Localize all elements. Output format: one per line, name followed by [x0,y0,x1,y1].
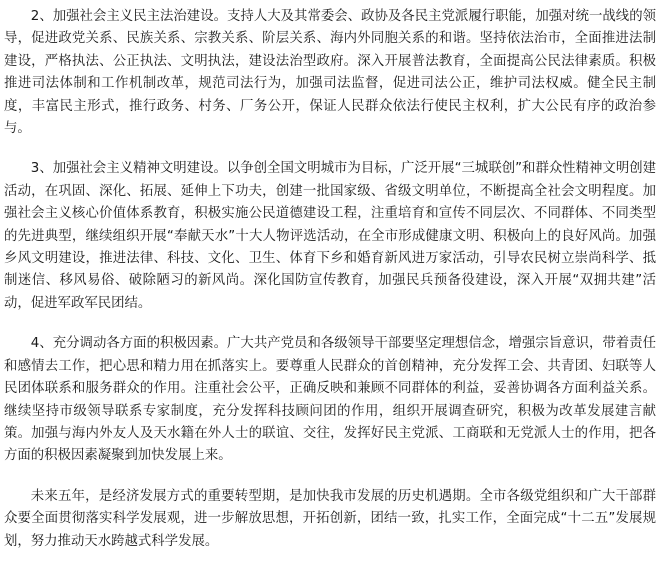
paragraph-democracy-rule-of-law: 2、加强社会主义民主法治建设。支持人大及其常委会、政协及各民主党派履行职能，加强对统一战线的领导，促进政党关系、民族关系、宗教关系、阶层关系、海内外同胞关系的和谐。坚持依法治市，全面推进法制建设，严格执法、公正执法、文明执法，建设法治型政府。深入开展普法教育，全面提高公民法律素质。积极推进司法体制和工作机制改革，规范司法行为，加强司法监督，促进司法公正，维护司法权威。健全民主制度，丰富民主形式，推行政务、村务、厂务公开，保证人民群众依法行使民主权利，扩大公民有序的政治参与。 [4,9,656,137]
document-body [4,6,656,553]
paragraph-five-year-outlook: 未来五年，是经济发展方式的重要转型期，是加快我市发展的历史机遇期。全市各级党组织和广大干部群众要全面贯彻落实科学发展观，进一步解放思想，开拓创新，团结一致，扎实工作，全面完成“十二五”发展规划，努力推动天水跨越式科学发展。 [4,488,656,549]
paragraph-positive-factors: 4、充分调动各方面的积极因素。广大共产党员和各级领导干部要坚定理想信念，增强宗旨意识，带着责任和感情去工作，把心思和精力用在抓落实上。要尊重人民群众的首创精神，充分发挥工会、共青团、妇联等人民团体联系和服务群众的作用。注重社会公平，正确反映和兼顾不同群体的利益，妥善协调各方面利益关系。继续坚持市级领导联系专家制度，充分发挥科技顾问团的作用，组织开展调查研究，积极为改革发展建言献策。加强与海内外友人及天水籍在外人士的联谊、交往，发挥好民主党派、工商联和无党派人士的作用，把各方面的积极因素凝聚到加快发展上来。 [4,336,656,464]
paragraph-spiritual-civilization: 3、加强社会主义精神文明建设。以争创全国文明城市为目标，广泛开展“三城联创”和群众性精神文明创建活动，在巩固、深化、拓展、延伸上下功夫，创建一批国家级、省级文明单位，不断提高全社会文明程度。加强社会主义核心价值体系教育，积极实施公民道德建设工程，注重培育和宣传不同层次、不同群体、不同类型的先进典型，继续组织开展“奉献天水”十大人物评选活动，在全市形成健康文明、积极向上的良好风尚。加强乡风文明建设，推进法律、科技、文化、卫生、体育下乡和婚育新风进万家活动，引导农民树立崇尚科学、抵制迷信、移风易俗、破除陋习的新风尚。深化国防宣传教育，加强民兵预备役建设，深入开展“双拥共建”活动，促进军政军民团结。 [4,161,656,311]
